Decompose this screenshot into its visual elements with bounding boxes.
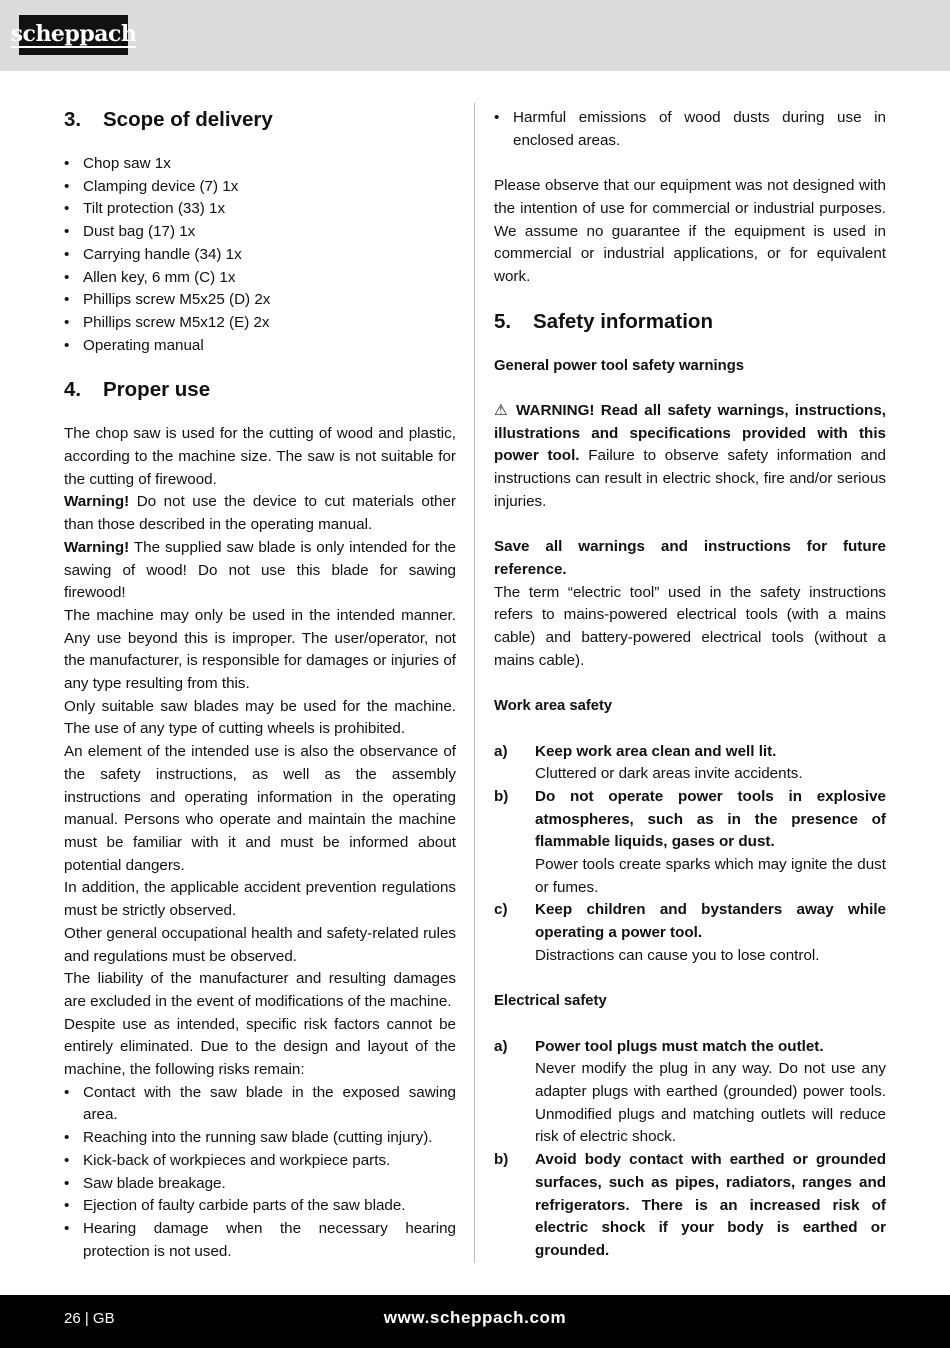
paragraph: The term “electric tool” used in the safety instructions refers to mains-powered electrical tools (with a mains cable) and battery-powered electrical tools (without a mains cable). bbox=[494, 583, 886, 669]
list-item-text: Contact with the saw blade in the exposed sawing area. bbox=[83, 1083, 456, 1124]
risk-list bbox=[64, 1082, 456, 1264]
list-item bbox=[64, 312, 456, 335]
list-item bbox=[64, 244, 456, 267]
list-item-text: Clamping device (7) 1x bbox=[83, 177, 239, 195]
bullet: • bbox=[64, 1083, 70, 1101]
bullet: • bbox=[64, 177, 70, 195]
section-number: 3. bbox=[64, 108, 82, 131]
list-item bbox=[64, 267, 456, 290]
item-label: a) bbox=[494, 742, 508, 760]
paragraph: The chop saw is used for the cutting of wood and plastic, according to the machine size. The saw is not suitable for the cutting of firewood. bbox=[64, 425, 456, 488]
safety-item bbox=[494, 1036, 886, 1150]
paragraph: Despite use as intended, specific risk factors cannot be entirely eliminated. Due to the design and layout of the machine, the following risks remain: bbox=[64, 1015, 456, 1079]
list-item-text: Kick-back of workpieces and workpiece parts. bbox=[83, 1151, 391, 1169]
item-text: Distractions can cause you to lose control. bbox=[535, 946, 820, 964]
safety-item bbox=[494, 899, 886, 967]
left-column bbox=[64, 107, 456, 1263]
list-item-text: Harmful emissions of wood dusts during use in enclosed areas. bbox=[513, 109, 886, 149]
bullet: • bbox=[64, 1151, 70, 1169]
item-bold-text: Power tool plugs must match the outlet. bbox=[535, 1037, 824, 1055]
brand-logo bbox=[10, 15, 137, 55]
section-number: 5. bbox=[494, 309, 512, 333]
list-item bbox=[64, 221, 456, 244]
paragraph: Other general occupational health and safety-related rules and regulations must be observed. bbox=[64, 924, 456, 965]
page-number: 26 | GB bbox=[64, 1310, 115, 1327]
subheading: General power tool safety warnings bbox=[494, 357, 744, 374]
list-item-text: Ejection of faulty carbide parts of the saw blade. bbox=[83, 1197, 406, 1215]
list-item bbox=[64, 335, 456, 358]
section-title: Safety information bbox=[533, 309, 713, 333]
list-item-text: Phillips screw M5x25 (D) 2x bbox=[83, 291, 271, 309]
list-item-text: Allen key, 6 mm (C) 1x bbox=[83, 268, 236, 286]
list-item bbox=[64, 289, 456, 312]
bullet: • bbox=[64, 223, 70, 241]
bullet: • bbox=[64, 313, 70, 331]
warning-text: Do not use the device to cut materials other than those described in the operating manual. bbox=[64, 493, 456, 534]
paragraph: Only suitable saw blades may be used for the machine. The use of any type of cutting wheels is prohibited. bbox=[64, 697, 456, 738]
list-item bbox=[64, 176, 456, 199]
list-item bbox=[494, 107, 886, 152]
list-item bbox=[64, 153, 456, 176]
paragraph: Please observe that our equipment was not designed with the intention of use for commercial or industrial purposes. We assume no guarantee if the equipment is used in commercial or industrial applications, or for equivalent work. bbox=[494, 177, 886, 285]
paragraph: In addition, the applicable accident prevention regulations must be strictly observed. bbox=[64, 879, 456, 920]
bullet: • bbox=[64, 291, 70, 309]
item-body bbox=[535, 786, 886, 900]
warning-paragraph bbox=[494, 400, 886, 514]
item-bold-text: Do not operate power tools in explosive atmospheres, such as in the presence of flammable liquids, gases or dust. bbox=[535, 787, 886, 851]
paragraph: An element of the intended use is also the observance of the safety instructions, as well as the assembly instructions and operating information in the operating manual. Persons who operate and maintain the machine must be familiar with it and must be informed about potential dangers. bbox=[64, 743, 456, 874]
list-item-text: Tilt protection (33) 1x bbox=[83, 200, 226, 218]
safety-item bbox=[494, 741, 886, 786]
list-item bbox=[64, 1173, 456, 1196]
page-footer bbox=[0, 1295, 950, 1348]
paragraph: The liability of the manufacturer and resulting damages are excluded in the event of modifications of the machine. bbox=[64, 970, 456, 1010]
save-instructions: Save all warnings and instructions for future reference. bbox=[494, 538, 886, 578]
item-label: a) bbox=[494, 1037, 508, 1055]
item-bold-text: Keep work area clean and well lit. bbox=[535, 742, 777, 760]
bullet: • bbox=[64, 200, 70, 218]
list-item-text: Phillips screw M5x12 (E) 2x bbox=[83, 313, 270, 331]
item-label: c) bbox=[494, 901, 508, 919]
section-3-heading bbox=[64, 107, 456, 133]
list-item bbox=[64, 1218, 456, 1263]
bullet: • bbox=[64, 1219, 70, 1237]
bullet: • bbox=[64, 245, 70, 263]
list-item bbox=[64, 1195, 456, 1218]
warning-text: The supplied saw blade is only intended for the sawing of wood! Do not use this blade for sawing firewood! bbox=[64, 538, 456, 602]
warning-paragraph bbox=[64, 491, 456, 536]
list-item bbox=[64, 1150, 456, 1173]
work-area-list bbox=[494, 741, 886, 968]
paragraph: The machine may only be used in the intended manner. Any use beyond this is improper. The user/operator, not the manufacturer, is responsible for damages or injuries of any type resulting from this. bbox=[64, 606, 456, 693]
warning-paragraph bbox=[64, 537, 456, 605]
list-item-text: Operating manual bbox=[83, 336, 204, 354]
bullet: • bbox=[64, 155, 70, 172]
section-5-heading bbox=[494, 309, 886, 335]
item-body bbox=[535, 1036, 886, 1150]
item-text: Cluttered or dark areas invite accidents. bbox=[535, 765, 803, 783]
safety-item bbox=[494, 1149, 886, 1263]
list-item-text: Hearing damage when the necessary hearing protection is not used. bbox=[83, 1219, 456, 1260]
item-body bbox=[535, 741, 886, 786]
warning-label: Warning! bbox=[64, 493, 130, 511]
bullet: • bbox=[64, 268, 70, 286]
subheading: Work area safety bbox=[494, 698, 613, 715]
section-title: Proper use bbox=[103, 378, 211, 402]
item-body bbox=[535, 899, 886, 967]
item-label: b) bbox=[494, 1151, 509, 1169]
item-label: b) bbox=[494, 787, 509, 805]
item-text: Never modify the plug in any way. Do not use any adapter plugs with earthed (grounded) power tools. Unmodified plugs and matching outlets will reduce risk of electric shock. bbox=[535, 1060, 886, 1146]
column-divider bbox=[474, 103, 475, 1263]
page-header bbox=[0, 0, 950, 71]
bullet: • bbox=[64, 1129, 70, 1147]
warning-label: Warning! bbox=[64, 538, 130, 556]
warning-bold-text: WARNING! Read all safety warnings, instructions, illustrations and specifications provided with this power tool. bbox=[494, 402, 886, 465]
list-item bbox=[64, 198, 456, 221]
section-4-heading bbox=[64, 377, 456, 403]
delivery-list bbox=[64, 153, 456, 357]
website-url: www.scheppach.com bbox=[383, 1308, 567, 1327]
warning-icon: ⚠ bbox=[494, 402, 510, 419]
item-text: Power tools create sparks which may ignite the dust or fumes. bbox=[535, 856, 886, 896]
list-item-text: Saw blade breakage. bbox=[83, 1174, 226, 1192]
bullet: • bbox=[64, 1174, 70, 1192]
item-bold-text: Avoid body contact with earthed or grounded surfaces, such as pipes, radiators, ranges and refrigerators. There is an increased risk of electric shock if your body is earthed or grounded. bbox=[535, 1151, 886, 1259]
list-item bbox=[64, 1127, 456, 1150]
list-item bbox=[64, 1082, 456, 1127]
item-body bbox=[535, 1149, 886, 1263]
list-item-text: Carrying handle (34) 1x bbox=[83, 245, 242, 263]
safety-item bbox=[494, 786, 886, 900]
bullet: • bbox=[64, 336, 70, 354]
brand-logo-text: scheppach bbox=[10, 21, 137, 47]
list-item-text: Reaching into the running saw blade (cutting injury). bbox=[83, 1129, 433, 1147]
item-bold-text: Keep children and bystanders away while operating a power tool. bbox=[535, 901, 886, 942]
section-title: Scope of delivery bbox=[103, 108, 273, 131]
list-item-text: Dust bag (17) 1x bbox=[83, 223, 196, 241]
electrical-safety-list bbox=[494, 1036, 886, 1263]
subheading: Electrical safety bbox=[494, 993, 607, 1010]
bullet: • bbox=[494, 109, 500, 126]
right-column bbox=[494, 107, 886, 1263]
bullet: • bbox=[64, 1197, 70, 1215]
warning-text: Failure to observe safety information and instructions can result in electric shock, fire and/or serious injuries. bbox=[494, 447, 886, 510]
section-number: 4. bbox=[64, 378, 82, 402]
list-item-text: Chop saw 1x bbox=[83, 155, 171, 172]
